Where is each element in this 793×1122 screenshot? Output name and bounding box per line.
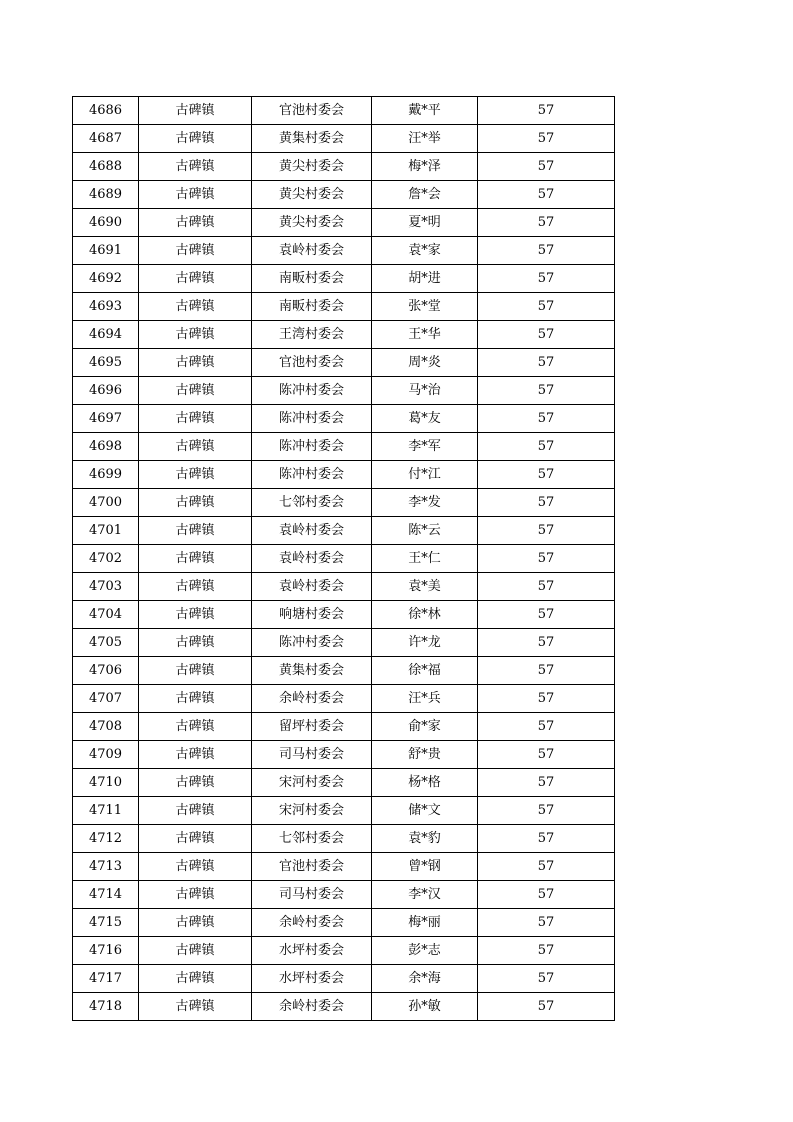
town-cell: 古碑镇 xyxy=(139,265,252,293)
town-cell: 古碑镇 xyxy=(139,797,252,825)
serial-number-cell: 4691 xyxy=(73,237,139,265)
serial-number-cell: 4690 xyxy=(73,209,139,237)
serial-number-cell: 4694 xyxy=(73,321,139,349)
serial-number-cell: 4707 xyxy=(73,685,139,713)
serial-number-cell: 4687 xyxy=(73,125,139,153)
table-row xyxy=(73,573,615,601)
amount-cell: 57 xyxy=(478,433,615,461)
town-cell: 古碑镇 xyxy=(139,993,252,1021)
village-committee-cell: 袁岭村委会 xyxy=(252,573,372,601)
serial-number-cell: 4708 xyxy=(73,713,139,741)
table-row xyxy=(73,293,615,321)
table-row xyxy=(73,405,615,433)
town-cell: 古碑镇 xyxy=(139,181,252,209)
amount-cell: 57 xyxy=(478,657,615,685)
amount-cell: 57 xyxy=(478,97,615,125)
table-row xyxy=(73,97,615,125)
town-cell: 古碑镇 xyxy=(139,741,252,769)
serial-number-cell: 4714 xyxy=(73,881,139,909)
person-name-cell: 付*江 xyxy=(372,461,478,489)
serial-number-cell: 4699 xyxy=(73,461,139,489)
person-name-cell: 李*军 xyxy=(372,433,478,461)
person-name-cell: 张*堂 xyxy=(372,293,478,321)
table-row xyxy=(73,517,615,545)
table-row xyxy=(73,153,615,181)
village-committee-cell: 宋河村委会 xyxy=(252,797,372,825)
amount-cell: 57 xyxy=(478,993,615,1021)
village-committee-cell: 官池村委会 xyxy=(252,853,372,881)
person-name-cell: 汪*兵 xyxy=(372,685,478,713)
amount-cell: 57 xyxy=(478,377,615,405)
table-row xyxy=(73,545,615,573)
village-committee-cell: 南畈村委会 xyxy=(252,265,372,293)
table-row xyxy=(73,993,615,1021)
person-name-cell: 袁*豹 xyxy=(372,825,478,853)
person-name-cell: 俞*家 xyxy=(372,713,478,741)
table-row xyxy=(73,769,615,797)
town-cell: 古碑镇 xyxy=(139,937,252,965)
serial-number-cell: 4710 xyxy=(73,769,139,797)
town-cell: 古碑镇 xyxy=(139,825,252,853)
person-name-cell: 周*炎 xyxy=(372,349,478,377)
amount-cell: 57 xyxy=(478,685,615,713)
town-cell: 古碑镇 xyxy=(139,517,252,545)
table-row xyxy=(73,881,615,909)
village-committee-cell: 黄集村委会 xyxy=(252,125,372,153)
town-cell: 古碑镇 xyxy=(139,293,252,321)
village-committee-cell: 七邻村委会 xyxy=(252,825,372,853)
amount-cell: 57 xyxy=(478,825,615,853)
serial-number-cell: 4693 xyxy=(73,293,139,321)
town-cell: 古碑镇 xyxy=(139,433,252,461)
village-committee-cell: 陈冲村委会 xyxy=(252,461,372,489)
person-name-cell: 葛*友 xyxy=(372,405,478,433)
person-name-cell: 陈*云 xyxy=(372,517,478,545)
town-cell: 古碑镇 xyxy=(139,881,252,909)
amount-cell: 57 xyxy=(478,181,615,209)
amount-cell: 57 xyxy=(478,769,615,797)
amount-cell: 57 xyxy=(478,153,615,181)
table-row xyxy=(73,489,615,517)
amount-cell: 57 xyxy=(478,741,615,769)
village-committee-cell: 官池村委会 xyxy=(252,349,372,377)
table-row xyxy=(73,125,615,153)
table-row xyxy=(73,713,615,741)
village-committee-cell: 袁岭村委会 xyxy=(252,545,372,573)
person-name-cell: 马*治 xyxy=(372,377,478,405)
table-row xyxy=(73,629,615,657)
person-name-cell: 孙*敏 xyxy=(372,993,478,1021)
amount-cell: 57 xyxy=(478,713,615,741)
town-cell: 古碑镇 xyxy=(139,573,252,601)
table-row xyxy=(73,265,615,293)
table-row xyxy=(73,321,615,349)
person-name-cell: 胡*进 xyxy=(372,265,478,293)
town-cell: 古碑镇 xyxy=(139,909,252,937)
town-cell: 古碑镇 xyxy=(139,321,252,349)
town-cell: 古碑镇 xyxy=(139,601,252,629)
town-cell: 古碑镇 xyxy=(139,629,252,657)
serial-number-cell: 4704 xyxy=(73,601,139,629)
amount-cell: 57 xyxy=(478,517,615,545)
town-cell: 古碑镇 xyxy=(139,685,252,713)
person-name-cell: 袁*家 xyxy=(372,237,478,265)
village-committee-cell: 黄尖村委会 xyxy=(252,209,372,237)
village-committee-cell: 黄集村委会 xyxy=(252,657,372,685)
village-committee-cell: 余岭村委会 xyxy=(252,909,372,937)
serial-number-cell: 4718 xyxy=(73,993,139,1021)
village-committee-cell: 司马村委会 xyxy=(252,741,372,769)
person-name-cell: 梅*丽 xyxy=(372,909,478,937)
person-name-cell: 杨*格 xyxy=(372,769,478,797)
town-cell: 古碑镇 xyxy=(139,965,252,993)
village-committee-cell: 司马村委会 xyxy=(252,881,372,909)
town-cell: 古碑镇 xyxy=(139,377,252,405)
serial-number-cell: 4703 xyxy=(73,573,139,601)
village-committee-cell: 官池村委会 xyxy=(252,97,372,125)
amount-cell: 57 xyxy=(478,237,615,265)
town-cell: 古碑镇 xyxy=(139,97,252,125)
table-row xyxy=(73,657,615,685)
table-row xyxy=(73,461,615,489)
table-row xyxy=(73,937,615,965)
town-cell: 古碑镇 xyxy=(139,153,252,181)
table-row xyxy=(73,237,615,265)
person-name-cell: 王*华 xyxy=(372,321,478,349)
person-name-cell: 许*龙 xyxy=(372,629,478,657)
person-name-cell: 詹*会 xyxy=(372,181,478,209)
serial-number-cell: 4696 xyxy=(73,377,139,405)
table-row xyxy=(73,909,615,937)
town-cell: 古碑镇 xyxy=(139,209,252,237)
amount-cell: 57 xyxy=(478,349,615,377)
amount-cell: 57 xyxy=(478,881,615,909)
amount-cell: 57 xyxy=(478,797,615,825)
table-row xyxy=(73,797,615,825)
serial-number-cell: 4716 xyxy=(73,937,139,965)
serial-number-cell: 4700 xyxy=(73,489,139,517)
table-row xyxy=(73,853,615,881)
town-cell: 古碑镇 xyxy=(139,853,252,881)
table-row xyxy=(73,377,615,405)
serial-number-cell: 4705 xyxy=(73,629,139,657)
amount-cell: 57 xyxy=(478,573,615,601)
village-committee-cell: 袁岭村委会 xyxy=(252,517,372,545)
table-row xyxy=(73,601,615,629)
village-committee-cell: 陈冲村委会 xyxy=(252,433,372,461)
person-name-cell: 徐*林 xyxy=(372,601,478,629)
serial-number-cell: 4688 xyxy=(73,153,139,181)
village-committee-cell: 宋河村委会 xyxy=(252,769,372,797)
village-committee-cell: 黄尖村委会 xyxy=(252,153,372,181)
person-name-cell: 袁*美 xyxy=(372,573,478,601)
amount-cell: 57 xyxy=(478,545,615,573)
town-cell: 古碑镇 xyxy=(139,125,252,153)
village-committee-cell: 留坪村委会 xyxy=(252,713,372,741)
amount-cell: 57 xyxy=(478,909,615,937)
person-name-cell: 舒*贵 xyxy=(372,741,478,769)
amount-cell: 57 xyxy=(478,405,615,433)
table-row xyxy=(73,685,615,713)
town-cell: 古碑镇 xyxy=(139,713,252,741)
table-row xyxy=(73,181,615,209)
table-row xyxy=(73,433,615,461)
village-committee-cell: 七邻村委会 xyxy=(252,489,372,517)
serial-number-cell: 4709 xyxy=(73,741,139,769)
serial-number-cell: 4717 xyxy=(73,965,139,993)
amount-cell: 57 xyxy=(478,937,615,965)
serial-number-cell: 4702 xyxy=(73,545,139,573)
town-cell: 古碑镇 xyxy=(139,237,252,265)
town-cell: 古碑镇 xyxy=(139,769,252,797)
amount-cell: 57 xyxy=(478,489,615,517)
serial-number-cell: 4697 xyxy=(73,405,139,433)
roster-table xyxy=(72,96,615,1021)
amount-cell: 57 xyxy=(478,125,615,153)
village-committee-cell: 水坪村委会 xyxy=(252,937,372,965)
amount-cell: 57 xyxy=(478,265,615,293)
amount-cell: 57 xyxy=(478,853,615,881)
person-name-cell: 汪*举 xyxy=(372,125,478,153)
table-row xyxy=(73,741,615,769)
village-committee-cell: 余岭村委会 xyxy=(252,993,372,1021)
table-row xyxy=(73,209,615,237)
serial-number-cell: 4712 xyxy=(73,825,139,853)
town-cell: 古碑镇 xyxy=(139,461,252,489)
person-name-cell: 储*文 xyxy=(372,797,478,825)
amount-cell: 57 xyxy=(478,601,615,629)
serial-number-cell: 4689 xyxy=(73,181,139,209)
serial-number-cell: 4711 xyxy=(73,797,139,825)
person-name-cell: 王*仁 xyxy=(372,545,478,573)
town-cell: 古碑镇 xyxy=(139,489,252,517)
amount-cell: 57 xyxy=(478,965,615,993)
village-committee-cell: 水坪村委会 xyxy=(252,965,372,993)
person-name-cell: 梅*泽 xyxy=(372,153,478,181)
town-cell: 古碑镇 xyxy=(139,349,252,377)
person-name-cell: 戴*平 xyxy=(372,97,478,125)
amount-cell: 57 xyxy=(478,293,615,321)
town-cell: 古碑镇 xyxy=(139,657,252,685)
village-committee-cell: 响塘村委会 xyxy=(252,601,372,629)
serial-number-cell: 4701 xyxy=(73,517,139,545)
village-committee-cell: 袁岭村委会 xyxy=(252,237,372,265)
person-name-cell: 彭*志 xyxy=(372,937,478,965)
amount-cell: 57 xyxy=(478,321,615,349)
person-name-cell: 李*发 xyxy=(372,489,478,517)
person-name-cell: 徐*福 xyxy=(372,657,478,685)
town-cell: 古碑镇 xyxy=(139,545,252,573)
serial-number-cell: 4692 xyxy=(73,265,139,293)
serial-number-cell: 4713 xyxy=(73,853,139,881)
amount-cell: 57 xyxy=(478,209,615,237)
serial-number-cell: 4695 xyxy=(73,349,139,377)
person-name-cell: 夏*明 xyxy=(372,209,478,237)
town-cell: 古碑镇 xyxy=(139,405,252,433)
village-committee-cell: 南畈村委会 xyxy=(252,293,372,321)
person-name-cell: 李*汉 xyxy=(372,881,478,909)
village-committee-cell: 王湾村委会 xyxy=(252,321,372,349)
amount-cell: 57 xyxy=(478,461,615,489)
table-row xyxy=(73,965,615,993)
village-committee-cell: 陈冲村委会 xyxy=(252,377,372,405)
roster-table-body xyxy=(73,97,615,1021)
person-name-cell: 余*海 xyxy=(372,965,478,993)
village-committee-cell: 陈冲村委会 xyxy=(252,405,372,433)
village-committee-cell: 黄尖村委会 xyxy=(252,181,372,209)
person-name-cell: 曾*钢 xyxy=(372,853,478,881)
serial-number-cell: 4698 xyxy=(73,433,139,461)
table-row xyxy=(73,349,615,377)
village-committee-cell: 余岭村委会 xyxy=(252,685,372,713)
table-row xyxy=(73,825,615,853)
serial-number-cell: 4715 xyxy=(73,909,139,937)
serial-number-cell: 4686 xyxy=(73,97,139,125)
amount-cell: 57 xyxy=(478,629,615,657)
serial-number-cell: 4706 xyxy=(73,657,139,685)
village-committee-cell: 陈冲村委会 xyxy=(252,629,372,657)
